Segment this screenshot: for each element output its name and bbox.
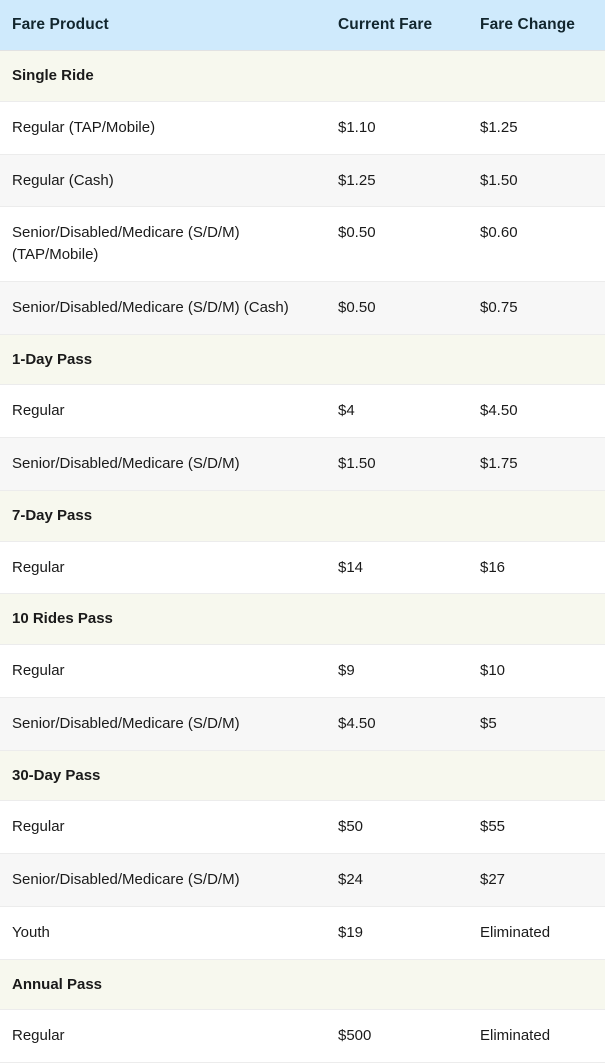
current-fare-value: $19 — [330, 906, 472, 959]
table-row — [0, 438, 605, 491]
group-label: Annual Pass — [0, 959, 330, 1010]
fare-product-name: Regular — [0, 801, 330, 854]
current-fare-value: $4.50 — [330, 697, 472, 750]
fare-product-name: Youth — [0, 906, 330, 959]
current-fare-value — [330, 51, 472, 102]
current-fare-value: $500 — [330, 1010, 472, 1063]
current-fare-value: $4 — [330, 385, 472, 438]
table-row — [0, 1010, 605, 1063]
column-header-fare-product: Fare Product — [0, 0, 330, 51]
current-fare-value — [330, 334, 472, 385]
current-fare-value: $50 — [330, 801, 472, 854]
table-row — [0, 101, 605, 154]
fare-product-name: Regular — [0, 385, 330, 438]
fare-change-value: $1.25 — [472, 101, 605, 154]
group-label: 1-Day Pass — [0, 334, 330, 385]
fare-change-value: $10 — [472, 645, 605, 698]
table-row — [0, 645, 605, 698]
group-label: 30-Day Pass — [0, 750, 330, 801]
current-fare-value: $14 — [330, 541, 472, 594]
fare-product-name: Senior/Disabled/Medicare (S/D/M) — [0, 438, 330, 491]
table-group-row — [0, 959, 605, 1010]
table-header — [0, 0, 605, 51]
table-row — [0, 801, 605, 854]
column-header-fare-change: Fare Change — [472, 0, 605, 51]
table-body — [0, 51, 605, 1063]
current-fare-value: $24 — [330, 854, 472, 907]
current-fare-value: $1.25 — [330, 154, 472, 207]
fare-change-value: $1.50 — [472, 154, 605, 207]
current-fare-value — [330, 594, 472, 645]
fare-change-value: $0.75 — [472, 281, 605, 334]
fare-change-value: $1.75 — [472, 438, 605, 491]
current-fare-value: $9 — [330, 645, 472, 698]
table-row — [0, 385, 605, 438]
table-header-row — [0, 0, 605, 51]
fare-change-value: $27 — [472, 854, 605, 907]
table-row — [0, 541, 605, 594]
group-label: 7-Day Pass — [0, 490, 330, 541]
fare-product-name: Senior/Disabled/Medicare (S/D/M) (TAP/Mobile) — [0, 207, 330, 282]
current-fare-value: $0.50 — [330, 207, 472, 282]
column-header-current-fare: Current Fare — [330, 0, 472, 51]
table-row — [0, 697, 605, 750]
fare-change-value: Eliminated — [472, 1010, 605, 1063]
fare-product-name: Senior/Disabled/Medicare (S/D/M) — [0, 854, 330, 907]
fare-product-name: Senior/Disabled/Medicare (S/D/M) (Cash) — [0, 281, 330, 334]
fare-change-value — [472, 490, 605, 541]
current-fare-value — [330, 959, 472, 1010]
table-row — [0, 281, 605, 334]
table-group-row — [0, 594, 605, 645]
fare-change-value — [472, 594, 605, 645]
fare-product-name: Regular (TAP/Mobile) — [0, 101, 330, 154]
table-group-row — [0, 334, 605, 385]
fare-product-name: Regular — [0, 645, 330, 698]
table-row — [0, 207, 605, 282]
current-fare-value: $1.50 — [330, 438, 472, 491]
fare-change-value: $4.50 — [472, 385, 605, 438]
fare-product-name: Regular — [0, 1010, 330, 1063]
fare-change-value: $5 — [472, 697, 605, 750]
fare-product-name: Regular (Cash) — [0, 154, 330, 207]
current-fare-value — [330, 750, 472, 801]
table-group-row — [0, 490, 605, 541]
fare-change-value: $16 — [472, 541, 605, 594]
fare-change-value: $0.60 — [472, 207, 605, 282]
fare-change-value: $55 — [472, 801, 605, 854]
table-group-row — [0, 750, 605, 801]
group-label: Single Ride — [0, 51, 330, 102]
fare-product-name: Regular — [0, 541, 330, 594]
fare-change-value — [472, 959, 605, 1010]
current-fare-value: $0.50 — [330, 281, 472, 334]
current-fare-value — [330, 490, 472, 541]
current-fare-value: $1.10 — [330, 101, 472, 154]
table-row — [0, 854, 605, 907]
fare-change-value — [472, 51, 605, 102]
fare-change-value — [472, 334, 605, 385]
fare-change-value — [472, 750, 605, 801]
fare-product-name: Senior/Disabled/Medicare (S/D/M) — [0, 697, 330, 750]
table-row — [0, 154, 605, 207]
table-row — [0, 906, 605, 959]
table-group-row — [0, 51, 605, 102]
group-label: 10 Rides Pass — [0, 594, 330, 645]
fare-change-value: Eliminated — [472, 906, 605, 959]
